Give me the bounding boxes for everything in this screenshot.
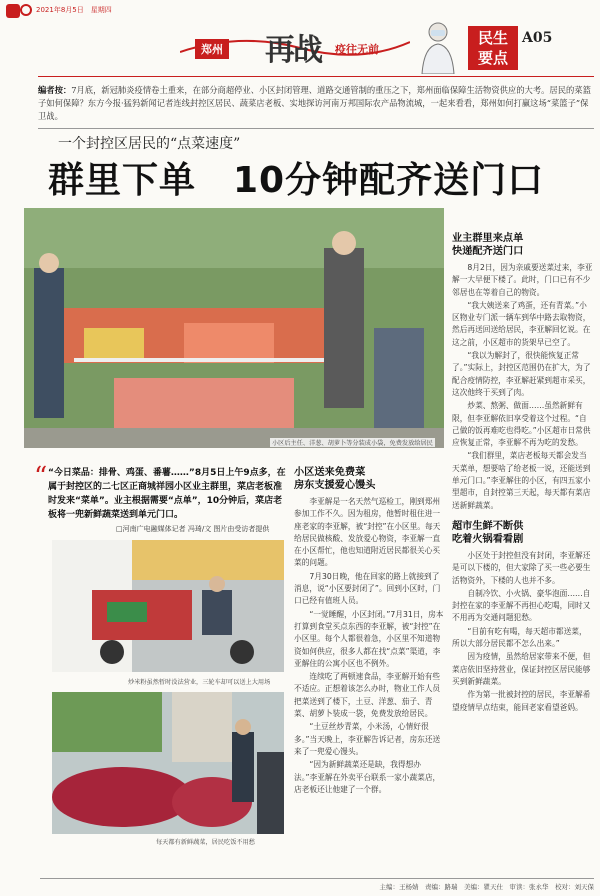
subheading: 吃着火锅看看剧 <box>452 533 524 545</box>
subheading: 小区送来免费菜 <box>294 467 366 478</box>
paragraph: 李亚解是一名天然气巡检工，刚到郑州参加工作不久。因为租房，他暂时租住进一座老家的李亚解，被“封控”在小区里。每天给居民做核酸、发放爱心物资，李亚解一直在小区帮忙，他也知道附近居民都很关心买菜的问题。 <box>294 497 441 568</box>
page-footer: 主编：王杨婧 责编：路瑞 美编：瞿天仕 审读：张永华 校对：刘天保 <box>40 878 594 891</box>
section-label <box>468 26 518 70</box>
paragraph: “我以为解封了，很快能恢复正常了。”实际上，封控区范围仍在扩大，为了配合疫情防控，李亚解赶紧到超市采买，这次他终于买到了肉。 <box>452 351 591 397</box>
photo-caption: 小区后主任、洋葱、胡萝卜等分装成小袋，免费发放给居民 <box>272 440 433 447</box>
article-column-2 <box>294 466 444 797</box>
paragraph: 7月30日晚，他在回家的路上就接到了消息，说“小区要封闭了”。回到小区时，门口已经有值班人员。 <box>294 571 441 606</box>
editor-note-label: 编者按： <box>38 85 72 95</box>
paragraph: 8月2日，因为亲戚要送菜过来，李亚解一大早便下楼了。此时，门口已有不少邻居也在等着自己的物资。 <box>452 263 593 297</box>
photo-vegetables <box>52 692 284 834</box>
article-byline: □河南广电融媒体记者 冯琦/文 图片由受访者提供 <box>116 525 270 533</box>
subheading: 业主群里来点单 <box>452 233 524 244</box>
paragraph: 因为疫情，虽然给居家带来不便，但菜店依旧坚持营业，保证封控区居民能够买到新鲜蔬菜。 <box>452 652 591 686</box>
subheading: 快递配齐送门口 <box>452 246 524 257</box>
article-lead: “今日菜品：排骨、鸡蛋、番薯……”8月5日上午9点多，在属于封控区的二七区正商城祥园小区业主群里，菜店老板准时发来“菜单”。业主根据需要“点单”，10分钟后，菜店老板将一兜新鲜蔬菜送到单元门口。 <box>48 468 286 520</box>
page-number: A05 <box>522 30 553 46</box>
subheading: 超市生鲜不断供 <box>452 520 524 532</box>
paragraph: “我大姨送来了鸡蛋，还有青菜。”小区物业专门派一辆车到华中路去取物资，然后再送回送给居民，李亚解回忆说。在这之前，小区超市的货架早已空了。 <box>452 300 591 347</box>
banner-city: 郑州 <box>195 39 229 59</box>
vegetable-pile-photo-icon <box>52 692 284 834</box>
paragraph: 连续吃了两顿速食品，李亚解开始有些不适应。正想着该怎么办时，物业工作人员把菜送到了楼下，土豆、洋葱、茄子、青菜、胡萝卜装成一袋，免费发放给居民。 <box>294 672 441 719</box>
main-photo <box>24 208 444 448</box>
photo-tricycle <box>52 540 284 672</box>
photo-caption: 每天都有新鲜蔬菜，居民吃饭不用愁 <box>156 839 255 846</box>
article-headline: 群里下单 10分钟配齐送门口 <box>48 160 545 201</box>
column-banner <box>180 22 410 66</box>
article-kicker: 一个封控区居民的“点菜速度” <box>58 136 241 152</box>
subheading: 房东支援爱心馒头 <box>294 480 376 491</box>
newspaper-emblem-icon <box>20 4 32 16</box>
tricycle-photo-icon <box>52 540 284 672</box>
paragraph: 作为第一批被封控的居民，李亚解希望疫情早点结束，能回老家看望爸妈。 <box>452 690 591 712</box>
article-column-3 <box>452 232 594 715</box>
paragraph: “因为新鲜蔬菜还是缺，我得想办法。”李亚解在外卖平台联系一家小蔬菜店，店老板还让他建了一个群。 <box>294 760 441 794</box>
quote-mark-icon: “ <box>34 462 48 492</box>
divider <box>38 128 594 129</box>
paragraph: “我们群里，菜店老板每天都会发当天菜单，想要啥了给老板一说，还能送到单元门口。”李亚解住的小区，有四五家小型超市，自封控第三天起，每天都有菜店送新鲜蔬菜。 <box>452 451 591 510</box>
paragraph: “土豆丝炒青菜，小米汤，心情好很多。”当天晚上，李亚解告诉记者，房东还送来了一兜爱心馒头。 <box>294 722 441 756</box>
editor-note-text: 7月底，新冠肺炎疫情卷土重来，在部分商超停业、小区封闭管理、道路交通管制的重压之下，郑州面临保障生活物资供应的大考。居民的菜篮子如何保障？东方今报·猛犸新闻记者连线封控区居民、蔬菜店老板、实地探访河南万邦国际农产品物流城，一起来看看，郑州如何打赢这场“菜篮子”保卫战。 <box>38 85 591 121</box>
banner-slogan: 疫往无前 <box>335 43 379 56</box>
paragraph: 自制冷饮、小火锅、豪华泡面……自封控在家的李亚解不再担心吃喝，同时又不用再为交通问题犯愁。 <box>452 588 591 623</box>
newspaper-logo-icon <box>6 4 20 18</box>
paragraph: 炒菜、熬粥、做面……虽然新鲜有限，但李亚解依旧享受着这个过程。“自己做的饭再难吃也得吃。”小区超市日常供应恢复正常，李亚解不再为吃的发愁。 <box>452 401 591 448</box>
editor-note <box>38 84 594 123</box>
banner-title: 再战 <box>265 33 321 68</box>
paragraph: 小区处于封控但没有封闭，李亚解还是可以下楼的，但大家除了买一些必要生活物资外，下楼的人也并不多。 <box>452 550 591 585</box>
vegetable-distribution-photo-icon <box>24 208 444 448</box>
section-label-text: 民生 要点 <box>477 29 508 67</box>
divider <box>38 76 594 77</box>
paragraph: “目前有吃有喝，每天超市都送菜，所以大部分居民都不怎么出来。” <box>452 626 587 649</box>
issue-date: 2021年8月5日 星期四 <box>36 6 112 14</box>
medical-worker-illustration-icon <box>412 18 462 74</box>
photo-caption: 炒米粉虽然暂时没法营业，三轮车却可以送上大用场 <box>128 679 271 686</box>
paragraph: “一觉睡醒，小区封闭。”7月31日，房本打算到食堂买点东西的李亚解，被“封控”在小区里。每个人都很着急，小区里不知道物资如何供应，很多人都在找“点菜”渠道，李亚解住的公寓小区也不例外。 <box>294 609 444 668</box>
